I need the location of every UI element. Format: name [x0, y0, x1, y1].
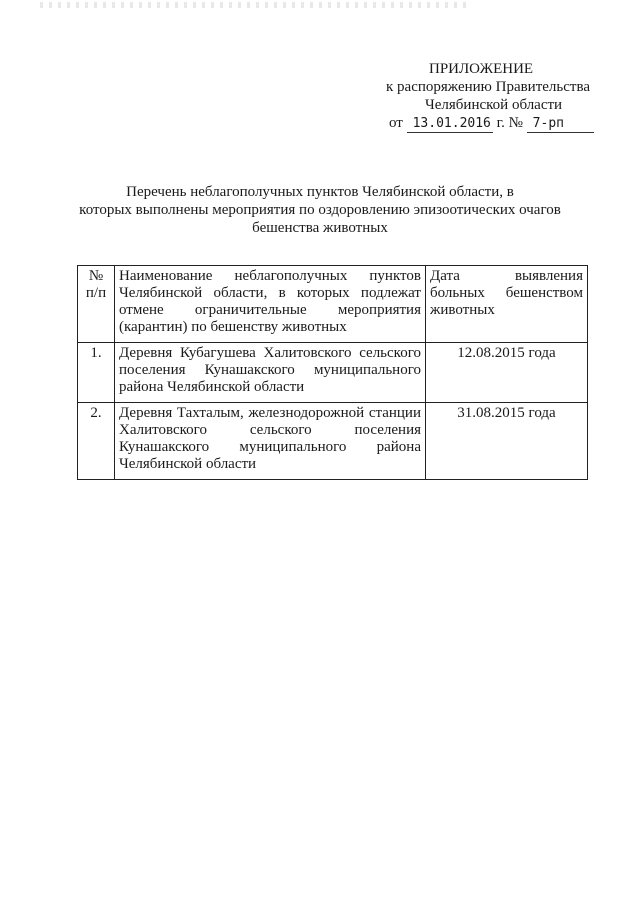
document-title-line-3: бешенства животных	[252, 220, 388, 236]
row-num: 1.	[78, 343, 115, 403]
header-name: Наименование неблагополучных пунктов Челябинской области, в которых подлежат отмене ограничительные мероприятия (карантин) по бешенству животных	[115, 266, 426, 343]
row-date: 12.08.2015 года	[426, 343, 588, 403]
row-name: Деревня Кубагушева Халитовского сельского поселения Кунашакского муниципального района Челябинской области	[115, 343, 426, 403]
row-date: 31.08.2015 года	[426, 403, 588, 480]
header-num: № п/п	[78, 266, 115, 343]
handwritten-date: 13.01.2016	[407, 116, 493, 133]
handwritten-number: 7-рп	[527, 116, 594, 133]
appendix-line-region: Челябинской области	[425, 97, 563, 113]
year-suffix: г. №	[496, 115, 523, 131]
document-title	[70, 183, 570, 237]
appendix-title: ПРИЛОЖЕНИЕ	[429, 61, 534, 77]
table-header-row	[78, 266, 588, 343]
date-prefix: от	[389, 115, 403, 131]
appendix-block	[386, 60, 606, 133]
document-title-line-1: Перечень неблагополучных пунктов Челябинской области, в	[126, 184, 514, 200]
table-row	[78, 343, 588, 403]
header-date: Дата выявления больных бешенством животных	[426, 266, 588, 343]
document-title-line-2: которых выполнены мероприятия по оздоровлению эпизоотических очагов	[79, 202, 561, 218]
row-name: Деревня Тахталым, железнодорожной станции Халитовского сельского поселения Кунашакского муниципального района Челябинской области	[115, 403, 426, 480]
appendix-line-order: к распоряжению Правительства	[386, 79, 591, 95]
row-num: 2.	[78, 403, 115, 480]
appendix-date-line	[386, 114, 606, 133]
settlements-table	[77, 265, 588, 480]
scan-artifact	[40, 2, 470, 8]
table-row	[78, 403, 588, 480]
